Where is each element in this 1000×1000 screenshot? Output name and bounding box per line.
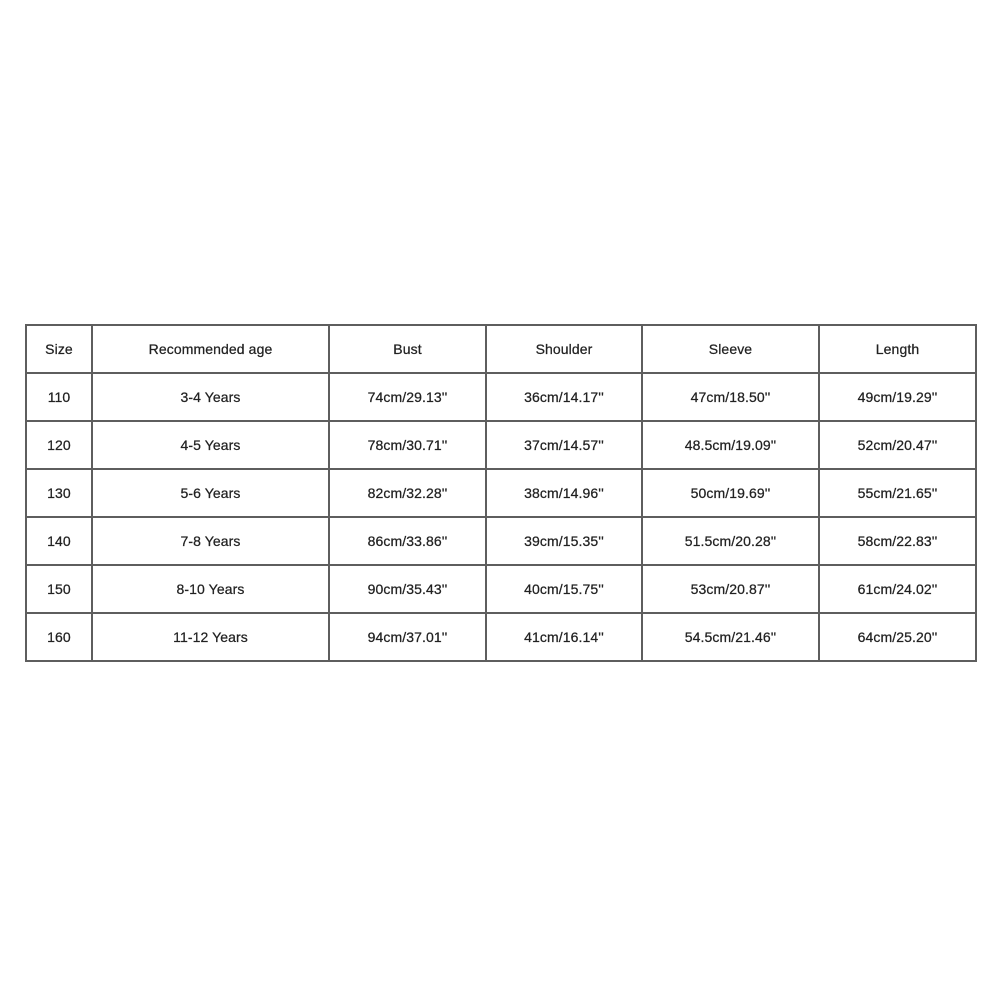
cell-length: 52cm/20.47'': [819, 421, 976, 469]
cell-bust: 78cm/30.71'': [329, 421, 486, 469]
table-row: [26, 565, 976, 613]
cell-shoulder: 38cm/14.96'': [486, 469, 642, 517]
cell-size: 110: [26, 373, 92, 421]
cell-shoulder: 41cm/16.14'': [486, 613, 642, 661]
cell-bust: 74cm/29.13'': [329, 373, 486, 421]
header-cell-shoulder: Shoulder: [486, 325, 642, 373]
cell-shoulder: 39cm/15.35'': [486, 517, 642, 565]
cell-bust: 82cm/32.28'': [329, 469, 486, 517]
header-cell-recommended-age: Recommended age: [92, 325, 329, 373]
cell-length: 64cm/25.20'': [819, 613, 976, 661]
cell-length: 61cm/24.02'': [819, 565, 976, 613]
cell-shoulder: 40cm/15.75'': [486, 565, 642, 613]
size-chart-table: [25, 324, 977, 662]
cell-sleeve: 48.5cm/19.09'': [642, 421, 819, 469]
cell-recommended-age: 5-6 Years: [92, 469, 329, 517]
table-row: [26, 469, 976, 517]
cell-recommended-age: 11-12 Years: [92, 613, 329, 661]
table-row: [26, 421, 976, 469]
cell-recommended-age: 8-10 Years: [92, 565, 329, 613]
cell-length: 55cm/21.65'': [819, 469, 976, 517]
cell-size: 160: [26, 613, 92, 661]
cell-shoulder: 36cm/14.17'': [486, 373, 642, 421]
cell-bust: 94cm/37.01'': [329, 613, 486, 661]
header-cell-bust: Bust: [329, 325, 486, 373]
table-row: [26, 373, 976, 421]
cell-sleeve: 54.5cm/21.46'': [642, 613, 819, 661]
cell-shoulder: 37cm/14.57'': [486, 421, 642, 469]
cell-length: 49cm/19.29'': [819, 373, 976, 421]
cell-size: 130: [26, 469, 92, 517]
cell-sleeve: 47cm/18.50'': [642, 373, 819, 421]
cell-sleeve: 50cm/19.69'': [642, 469, 819, 517]
cell-size: 150: [26, 565, 92, 613]
cell-size: 120: [26, 421, 92, 469]
table-row: [26, 613, 976, 661]
cell-sleeve: 53cm/20.87'': [642, 565, 819, 613]
table-row: [26, 517, 976, 565]
cell-sleeve: 51.5cm/20.28'': [642, 517, 819, 565]
cell-recommended-age: 4-5 Years: [92, 421, 329, 469]
header-cell-size: Size: [26, 325, 92, 373]
cell-bust: 86cm/33.86'': [329, 517, 486, 565]
cell-size: 140: [26, 517, 92, 565]
cell-length: 58cm/22.83'': [819, 517, 976, 565]
cell-recommended-age: 7-8 Years: [92, 517, 329, 565]
cell-bust: 90cm/35.43'': [329, 565, 486, 613]
table-header-row: [26, 325, 976, 373]
header-cell-sleeve: Sleeve: [642, 325, 819, 373]
header-cell-length: Length: [819, 325, 976, 373]
cell-recommended-age: 3-4 Years: [92, 373, 329, 421]
